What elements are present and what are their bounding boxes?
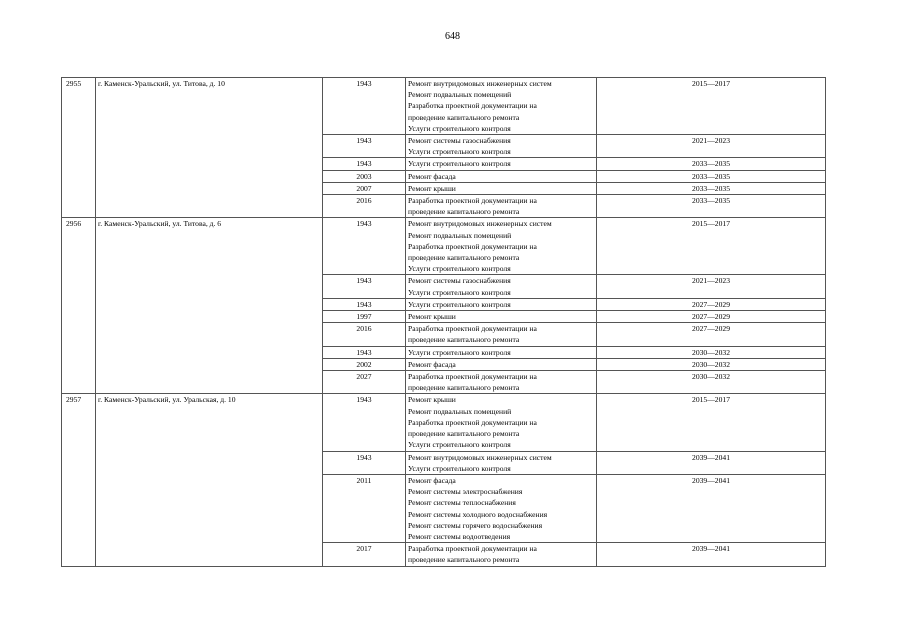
work-type-line: Разработка проектной документации на	[408, 324, 537, 334]
work-year: 1943	[323, 394, 406, 451]
work-period: 2015—2017	[597, 394, 826, 451]
work-type-line: Ремонт крыши	[408, 395, 456, 405]
work-type-line: проведение капитального ремонта	[408, 253, 520, 263]
work-year: 1943	[323, 298, 406, 310]
work-types	[406, 358, 597, 370]
work-types	[406, 170, 597, 182]
table-row	[62, 78, 826, 135]
work-period: 2039—2041	[597, 474, 826, 542]
work-type-line: проведение капитального ремонта	[408, 112, 520, 122]
work-type-line: Услуги строительного контроля	[408, 347, 511, 357]
work-type-line: Услуги строительного контроля	[408, 123, 511, 133]
work-type-line: Ремонт системы электроснабжения	[408, 487, 523, 497]
work-type-line: Услуги строительного контроля	[408, 159, 511, 169]
work-type-line: Ремонт системы горячего водоснабжения	[408, 520, 543, 530]
work-types	[406, 474, 597, 542]
work-year: 1943	[323, 346, 406, 358]
work-year: 1943	[323, 135, 406, 158]
work-period: 2030—2032	[597, 346, 826, 358]
work-types	[406, 298, 597, 310]
work-type-line: проведение капитального ремонта	[408, 383, 520, 393]
work-type-line: Разработка проектной документации на	[408, 196, 537, 206]
table-body	[62, 78, 826, 567]
work-year: 1943	[323, 158, 406, 170]
work-type-line: Ремонт крыши	[408, 312, 456, 322]
work-type-line: проведение капитального ремонта	[408, 207, 520, 217]
work-types	[406, 275, 597, 298]
work-types	[406, 158, 597, 170]
work-period: 2030—2032	[597, 371, 826, 394]
building-address: г. Каменск-Уральский, ул. Уральская, д. 10	[96, 394, 323, 566]
work-types	[406, 195, 597, 218]
work-types	[406, 311, 597, 323]
work-type-line: Ремонт подвальных помещений	[408, 90, 512, 100]
work-year: 2016	[323, 323, 406, 346]
work-period: 2030—2032	[597, 358, 826, 370]
work-year: 1943	[323, 275, 406, 298]
work-year: 2017	[323, 543, 406, 566]
work-type-line: Ремонт внутридомовых инженерных систем	[408, 79, 552, 88]
work-period: 2021—2023	[597, 135, 826, 158]
building-address: г. Каменск-Уральский, ул. Титова, д. 10	[96, 78, 323, 218]
work-type-line: Услуги строительного контроля	[408, 299, 511, 309]
work-type-line: Услуги строительного контроля	[408, 287, 511, 297]
work-types	[406, 394, 597, 451]
building-number: 2956	[62, 218, 96, 394]
work-type-line: Разработка проектной документации на	[408, 544, 537, 554]
work-period: 2021—2023	[597, 275, 826, 298]
work-type-line: Разработка проектной документации на	[408, 372, 537, 382]
table-row	[62, 218, 826, 275]
work-year: 2016	[323, 195, 406, 218]
work-period: 2027—2029	[597, 311, 826, 323]
work-types	[406, 543, 597, 566]
work-year: 1943	[323, 451, 406, 474]
work-year: 1943	[323, 218, 406, 275]
work-type-line: Ремонт подвальных помещений	[408, 230, 512, 240]
work-type-line: Ремонт системы водоотведения	[408, 531, 511, 541]
work-type-line: Услуги строительного контроля	[408, 463, 511, 473]
work-type-line: Ремонт фасада	[408, 171, 456, 181]
work-period: 2033—2035	[597, 182, 826, 194]
work-types	[406, 78, 597, 135]
work-types	[406, 346, 597, 358]
work-type-line: Услуги строительного контроля	[408, 264, 511, 274]
work-period: 2015—2017	[597, 218, 826, 275]
work-type-line: проведение капитального ремонта	[408, 555, 520, 565]
work-types	[406, 218, 597, 275]
work-type-line: Разработка проектной документации на	[408, 101, 537, 111]
work-type-line: Ремонт внутридомовых инженерных систем	[408, 452, 552, 462]
building-number: 2955	[62, 78, 96, 218]
work-period: 2033—2035	[597, 158, 826, 170]
work-period: 2027—2029	[597, 323, 826, 346]
work-period: 2033—2035	[597, 170, 826, 182]
work-type-line: Ремонт системы газоснабжения	[408, 136, 511, 146]
work-period: 2015—2017	[597, 78, 826, 135]
work-type-line: Услуги строительного контроля	[408, 440, 511, 450]
work-type-line: Услуги строительного контроля	[408, 147, 511, 157]
table-row	[62, 394, 826, 451]
work-year: 2003	[323, 170, 406, 182]
work-type-line: проведение капитального ремонта	[408, 429, 520, 439]
building-address: г. Каменск-Уральский, ул. Титова, д. 6	[96, 218, 323, 394]
work-types	[406, 371, 597, 394]
work-period: 2039—2041	[597, 451, 826, 474]
work-type-line: Ремонт системы холодного водоснабжения	[408, 509, 548, 519]
work-type-line: Разработка проектной документации на	[408, 417, 537, 427]
building-number: 2957	[62, 394, 96, 566]
work-type-line: Ремонт фасада	[408, 475, 456, 485]
work-type-line: Ремонт внутридомовых инженерных систем	[408, 219, 552, 229]
work-year: 1997	[323, 311, 406, 323]
repair-schedule-table	[61, 77, 826, 567]
work-period: 2039—2041	[597, 543, 826, 566]
work-year: 2007	[323, 182, 406, 194]
work-period: 2027—2029	[597, 298, 826, 310]
work-type-line: Ремонт фасада	[408, 359, 456, 369]
work-types	[406, 135, 597, 158]
work-year: 1943	[323, 78, 406, 135]
work-type-line: проведение капитального ремонта	[408, 335, 520, 345]
work-types	[406, 323, 597, 346]
work-year: 2027	[323, 371, 406, 394]
work-type-line: Ремонт подвальных помещений	[408, 406, 512, 416]
work-type-line: Ремонт системы теплоснабжения	[408, 498, 516, 508]
work-type-line: Ремонт крыши	[408, 183, 456, 193]
work-period: 2033—2035	[597, 195, 826, 218]
work-types	[406, 182, 597, 194]
work-type-line: Ремонт системы газоснабжения	[408, 276, 511, 286]
work-year: 2011	[323, 474, 406, 542]
page-number: 648	[445, 31, 460, 42]
work-types	[406, 451, 597, 474]
work-year: 2002	[323, 358, 406, 370]
work-type-line: Разработка проектной документации на	[408, 241, 537, 251]
